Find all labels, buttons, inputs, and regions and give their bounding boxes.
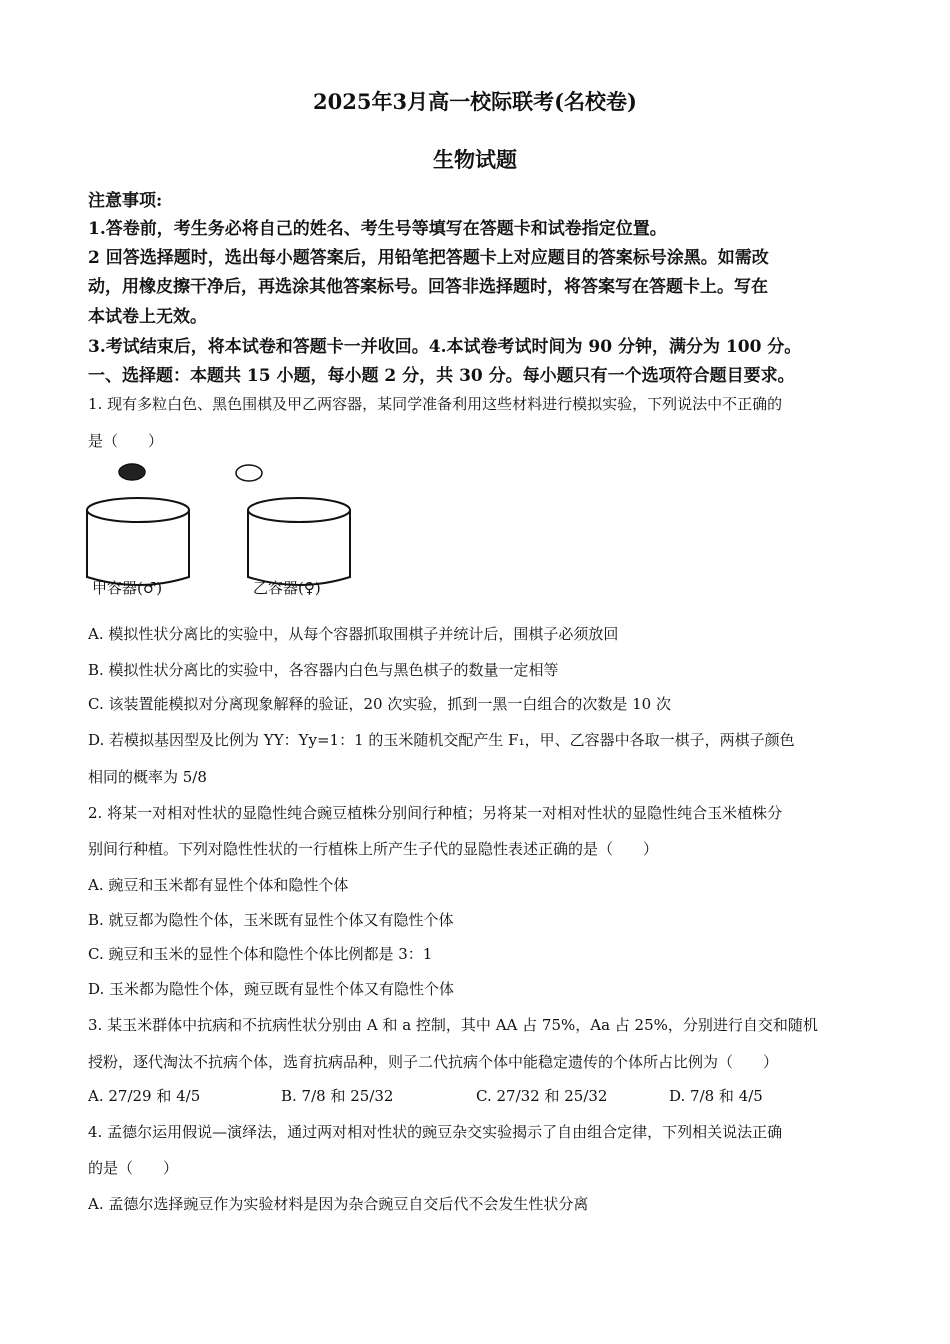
container-yi-label: 乙容器(♀)	[253, 579, 321, 597]
q2-option-c: C. 豌豆和玉米的显性个体和隐性个体比例都是 3：1	[88, 945, 433, 963]
notice-line-2c: 本试卷上无效。	[88, 307, 207, 327]
q1-option-a: A. 模拟性状分离比的实验中，从每个容器抓取围棋子并统计后，围棋子必须放回	[88, 625, 619, 643]
container-jia-label: 甲容器(♂)	[92, 579, 163, 597]
q1-figure	[86, 460, 366, 600]
q1-stem-cont: 是（ ）	[88, 432, 164, 450]
q1-stem: 1. 现有多粒白色、黑色围棋及甲乙两容器，某同学准备利用这些材料进行模拟实验，下列说法中不正确的	[88, 395, 783, 413]
q4-option-a: A. 孟德尔选择豌豆作为实验材料是因为杂合豌豆自交后代不会发生性状分离	[88, 1195, 589, 1213]
q3-stem-cont: 授粉，逐代淘汰不抗病个体，选育抗病品种，则子二代抗病个体中能稳定遗传的个体所占比例为（ ）	[88, 1053, 779, 1071]
q3-option-a: A. 27/29 和 4/5	[88, 1087, 201, 1105]
q4-stem: 4. 孟德尔运用假说—演绎法，通过两对相对性状的豌豆杂交实验揭示了自由组合定律，下列相关说法正确	[88, 1123, 783, 1141]
exam-title: 2025年3月高一校际联考(名校卷)	[313, 89, 637, 114]
q1-option-d-cont: 相同的概率为 5/8	[88, 768, 207, 786]
q2-option-a: A. 豌豆和玉米都有显性个体和隐性个体	[88, 876, 349, 894]
notice-line-1: 1.答卷前，考生务必将自己的姓名、考生号等填写在答题卡和试卷指定位置。	[88, 219, 667, 239]
q2-stem-cont: 别间行种植。下列对隐性性状的一行植株上所产生子代的显隐性表述正确的是（ ）	[88, 840, 659, 858]
q4-stem-cont: 的是（ ）	[88, 1159, 179, 1177]
q1-option-d: D. 若模拟基因型及比例为 YY：Yy=1：1 的玉米随机交配产生 F₁，甲、乙容器中各取一棋子，两棋子颜色	[88, 731, 795, 749]
container-jia	[87, 498, 189, 585]
black-go-piece	[119, 464, 145, 480]
q1-option-c: C. 该装置能模拟对分离现象解释的验证，20 次实验，抓到一黑一白组合的次数是 10 次	[88, 695, 671, 713]
notice-heading: 注意事项:	[88, 191, 163, 211]
q3-option-d: D. 7/8 和 4/5	[669, 1087, 763, 1105]
q2-option-d: D. 玉米都为隐性个体，豌豆既有显性个体又有隐性个体	[88, 980, 455, 998]
q1-option-b: B. 模拟性状分离比的实验中，各容器内白色与黑色棋子的数量一定相等	[88, 661, 559, 679]
container-yi	[248, 498, 350, 585]
notice-line-2b: 动，用橡皮擦干净后，再选涂其他答案标号。回答非选择题时，将答案写在答题卡上。写在	[88, 277, 768, 297]
white-go-piece	[236, 465, 262, 481]
q3-option-b: B. 7/8 和 25/32	[281, 1087, 394, 1105]
notice-line-3: 3.考试结束后，将本试卷和答题卡一并收回。4.本试卷考试时间为 90 分钟，满分为 100 分。	[88, 337, 802, 357]
q3-stem: 3. 某玉米群体中抗病和不抗病性状分别由 A 和 a 控制，其中 AA 占 75%，Aa 占 25%，分别进行自交和随机	[88, 1016, 818, 1034]
q2-stem: 2. 将某一对相对性状的显隐性纯合豌豆植株分别间行种植；另将某一对相对性状的显隐性纯合玉米植株分	[88, 804, 783, 822]
q3-option-c: C. 27/32 和 25/32	[476, 1087, 608, 1105]
q2-option-b: B. 就豆都为隐性个体，玉米既有显性个体又有隐性个体	[88, 911, 454, 929]
subject-title: 生物试题	[433, 147, 517, 172]
notice-line-2a: 2 回答选择题时，选出每小题答案后，用铅笔把答题卡上对应题目的答案标号涂黑。如需改	[88, 248, 769, 268]
section-heading: 一、选择题：本题共 15 小题，每小题 2 分，共 30 分。每小题只有一个选项符合题目要求。	[88, 366, 795, 386]
